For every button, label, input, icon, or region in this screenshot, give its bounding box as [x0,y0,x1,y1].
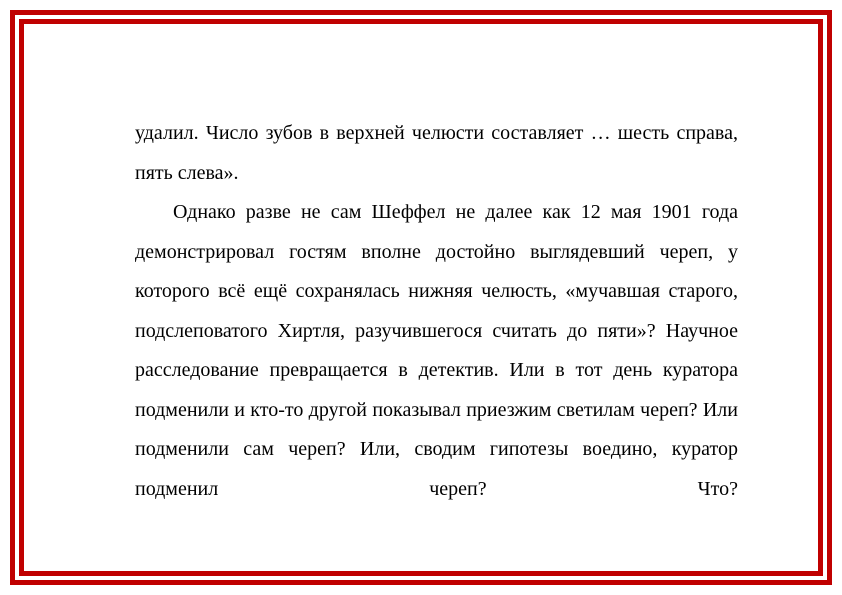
slide-text-body [135,114,738,509]
paragraph-main: Однако разве не сам Шеффел не далее как 12 мая 1901 года демонстрировал гостям вполне достойно выглядевший череп, у которого всё ещё сохранялась нижняя челюсть, «мучавшая старого, подслеповатого Хиртля, разучившегося считать до пяти»? Научное расследование превращается в детектив. Или в тот день куратора подменили и кто-то другой показывал приезжим светилам череп? Или подменили сам череп? Или, сводим гипотезы воедино, куратор подменил череп? Что? [135,201,738,500]
paragraph-continuation: удалил. Число зубов в верхней челюсти составляет … шесть справа, пять слева». [135,122,738,184]
